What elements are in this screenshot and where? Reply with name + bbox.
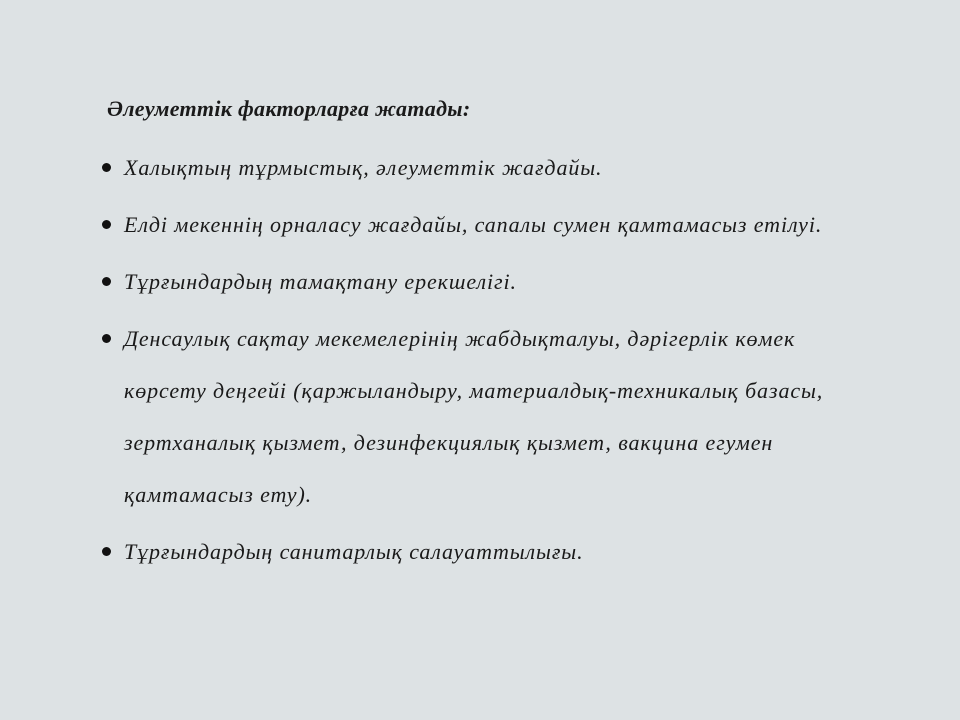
bullet-text: Денсаулық сақтау мекемелерінің жабдықталуы, дәрігерлік көмек көрсету деңгейі (қаржыландыру, материалдық-техникалық базасы, зертханалық қызмет, дезинфекциялық қызмет, вакцина егумен қамтамасыз ету). (124, 326, 824, 507)
bullet-item (100, 256, 880, 308)
bullet-dot-icon (102, 163, 111, 172)
slide-heading: Әлеуметтік факторларға жатады: (107, 96, 471, 121)
bullet-dot-icon (102, 547, 111, 556)
bullet-dot-icon (102, 334, 111, 343)
bullet-text: Елді мекеннің орналасу жағдайы, сапалы сумен қамтамасыз етілуі. (124, 212, 823, 237)
bullet-text: Халықтың тұрмыстық, әлеуметтік жағдайы. (124, 155, 603, 180)
bullet-dot-icon (102, 277, 111, 286)
bullet-text: Тұрғындардың тамақтану ерекшелігі. (124, 269, 517, 294)
bullet-text: Тұрғындардың санитарлық салауаттылығы. (124, 539, 584, 564)
bullet-item (100, 142, 880, 194)
bullet-item (100, 313, 880, 521)
bullet-dot-icon (102, 220, 111, 229)
bullet-item (100, 199, 880, 251)
bullet-list (100, 142, 880, 583)
bullet-item (100, 526, 880, 578)
